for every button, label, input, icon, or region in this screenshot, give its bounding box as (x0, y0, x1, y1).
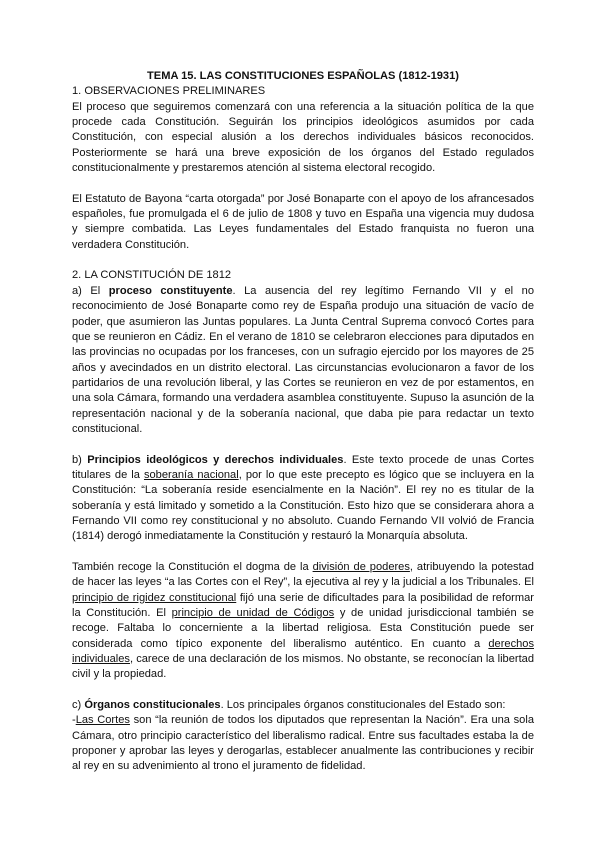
section-heading-observaciones: 1. OBSERVACIONES PRELIMINARES (72, 85, 266, 98)
paragraph-gap (72, 253, 534, 268)
underlined-term: Las Cortes (75, 714, 130, 727)
paragraph-text: fijó una serie de dificultades para la posibilidad de reformar la Constitución. El (72, 591, 534, 620)
paragraph-gap (72, 437, 534, 452)
paragraph-gap (72, 176, 534, 191)
document-title: TEMA 15. LAS CONSTITUCIONES ESPAÑOLAS (1812-1931) (147, 70, 459, 82)
paragraph-intro: El proceso que seguiremos comenzará con una referencia a la situación política de la que procede cada Constitución. Seguirán los principios ideológicos asumidos por cada Constitución, con especial alusión a los derechos individuales básicos reconocidos. Posteriormente se hará una breve exposición de los órganos del Estado regulados constitucionalmente y prestaremos atención al sistema electoral recogido. (72, 100, 534, 175)
bold-term: proceso constituyente (108, 284, 233, 297)
item-prefix: c) (72, 699, 85, 712)
paragraph-estatuto-bayona: El Estatuto de Bayona “carta otorgada” por José Bonaparte con el apoyo de los afrancesados españoles, fue promulgada el 6 de julio de 1808 y tuvo en España una vigencia muy dudosa y siempre combatida. Las Leyes fundamentales del Estado franquista no fueron una verdadera Constitución. (72, 192, 534, 251)
paragraph-gap (72, 545, 534, 560)
paragraph-text: , carece de una declaración de los mismos. No obstante, se reconocían la libertad civil y la propiedad. (72, 653, 534, 681)
underlined-term: principio de unidad de Códigos (171, 607, 335, 620)
underlined-term: división de poderes (312, 561, 410, 573)
bold-term: Órganos constitucionales (84, 699, 221, 712)
underlined-term: principio de rigidez constitucional (72, 591, 237, 604)
list-dash: - (72, 714, 76, 727)
bold-term: Principios ideológicos y derechos individuales (87, 453, 344, 466)
document-body (72, 69, 534, 775)
item-prefix: b) (72, 453, 88, 466)
paragraph-organos-constitucionales (72, 698, 534, 775)
paragraph-text: . Los principales órganos constitucionales del Estado son: (220, 699, 506, 712)
item-prefix: a) El (72, 284, 109, 297)
underlined-term: soberanía nacional (143, 468, 239, 481)
paragraph-text: . Este texto procede de unas Cortes titulares de la (72, 453, 534, 481)
paragraph-text: y de unidad jurisdiccional también se recoge. Faltaba lo concerniente a la libertad religiosa. Esta Constitución puede ser considerada como típico exponente del liberalismo auténtico. En cuanto a (72, 607, 534, 650)
paragraph-text: . La ausencia del rey legítimo Fernando VII y el no reconocimiento de José Bonaparte como rey de España produjo una situación de vacío de poder, que asumieron las Juntas populares. La Junta Central Suprema convocó Cortes para que se reunieron en Cádiz. En el verano de 1810 se celebraron elecciones para diputados en las provincias no ocupadas por los franceses, con un sufragio ejercido por los mayores de 25 años y avecindados en un distrito electoral. Las circunstancias evolucionaron a favor de los partidarios de una revolución liberal, y las Cortes se reunieron en vez de por estamentos, en una sola Cámara, formando una verdadera asamblea constituyente. Supuso la asunción de la representación nacional y de la soberanía nacional, que daba pie para redactar un texto constitucional. (72, 284, 534, 435)
paragraph-principios-ideologicos (72, 453, 534, 545)
paragraph-division-poderes (72, 560, 534, 683)
paragraph-text: También recoge la Constitución el dogma de la (72, 561, 313, 573)
paragraph-text: , atribuyendo la potestad de hacer las leyes “a las Cortes con el Rey”, la ejecutiva al rey y la judicial a los Tribunales. El (72, 561, 534, 589)
paragraph-gap (72, 683, 534, 698)
paragraph-text: son “la reunión de todos los diputados que representan la Nación”. Era una sola Cámara, otro principio característico del liberalismo radical. Entre sus facultades estaba la de proponer y aprobar las leyes y derogarlas, establecer anualmente las contribuciones y recibir al rey en su advenimiento al trono el juramento de fidelidad. (72, 714, 534, 773)
section-heading-constitucion-1812: 2. LA CONSTITUCIÓN DE 1812 (72, 269, 232, 282)
paragraph-proceso-constituyente (72, 284, 534, 437)
underlined-term: derechos individuales (72, 637, 534, 666)
paragraph-text: , por lo que este precepto es lógico que se incluyera en la Constitución: “La soberanía reside esencialmente en la Nación”. El rey no es titular de la soberanía y está limitado y sometido a la Constitución. Esto hizo que se considerara ahora a Fernando VII como rey constitucional y no absoluto. Cuando Fernando VII volvió de Francia (1814) derogó inmediatamente la Constitución y restauró la Monarquía absoluta. (72, 468, 534, 543)
